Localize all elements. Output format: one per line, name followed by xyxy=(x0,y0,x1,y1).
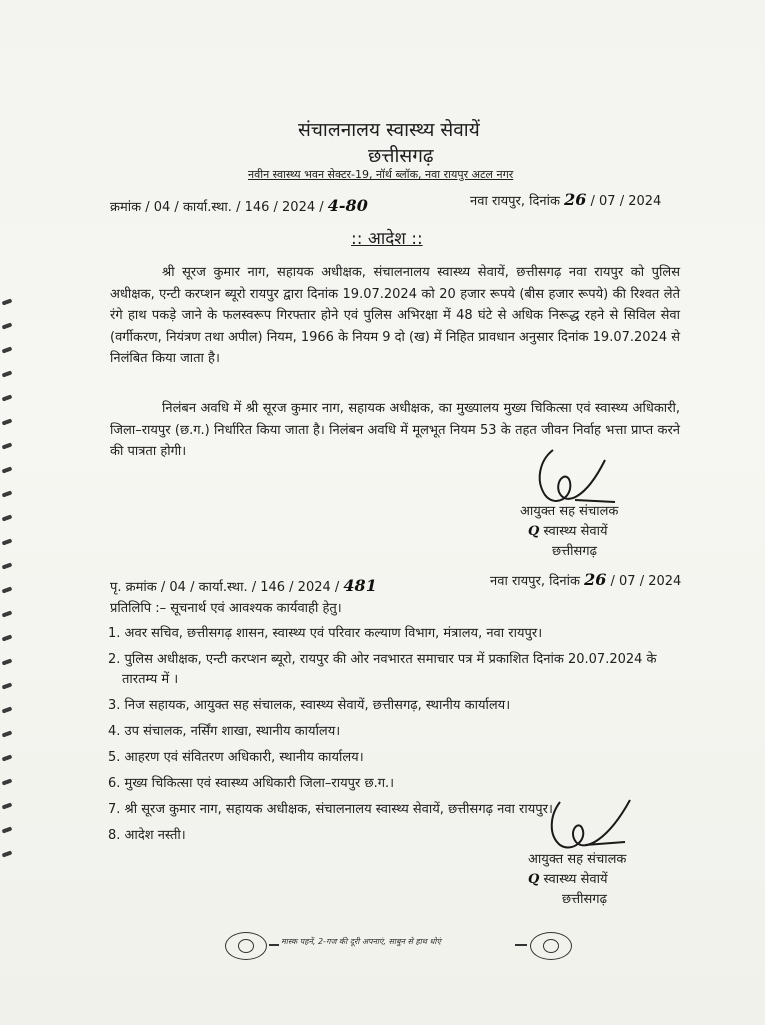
list-item: 6. मुख्य चिकित्सा एवं स्वास्थ्य अधिकारी जिला–रायपुर छ.ग.। xyxy=(108,776,395,791)
list-item: 5. आहरण एवं संवितरण अधिकारी, स्थानीय कार्यालय। xyxy=(108,750,364,765)
footer-slogan: मास्क पहनें, 2-गज की दूरी अपनाएं, साबुन से हाथ धोएं xyxy=(281,937,441,946)
signatory-designation: आयुक्त सह संचालक xyxy=(528,852,627,867)
copy-number: पृ. क्रमांक / 04 / कार्या.स्था. / 146 / 2024 / 481 xyxy=(110,576,377,595)
signatory-block-2 xyxy=(528,850,626,910)
order-paragraph-1: श्री सूरज कुमार नाग, सहायक अधीक्षक, संचालनालय स्वास्थ्य सेवायें, छत्तीसगढ़ नवा रायपुर को पुलिस अधीक्षक, एन्टी करप्शन ब्यूरो रायपुर द्वारा दिनांक 19.07.2024 को 20 हजार रूपये (बीस हजार रूपये) की रिश्वत लेते रंगे हाथ पकड़े जाने के फलस्वरूप गिरफ्तार होने एवं पुलिस अभिरक्षा में 48 घंटे से अधिक निरूद्ध रहने से सिविल सेवा (वर्गीकरण, नियंत्रण तथा अपील) नियम, 1966 के नियम 9 दो (ख) में निहित प्रावधान अनुसार दिनांक 19.07.2024 से निलंबित किया जाता है। xyxy=(110,265,681,366)
list-item: 1. अवर सचिव, छत्तीसगढ़ शासन, स्वास्थ्य एवं परिवार कल्याण विभाग, मंत्रालय, नवा रायपुर। xyxy=(108,626,543,641)
list-item: 2. पुलिस अधीक्षक, एन्टी करप्शन ब्यूरो, रायपुर की ओर नवभारत समाचार पत्र में प्रकाशित दिनांक 20.07.2024 के तारतम्य में । xyxy=(108,652,657,687)
order-number: क्रमांक / 04 / कार्या.स्था. / 146 / 2024 / 4-80 xyxy=(110,196,368,215)
copy-heading: प्रतिलिपि :– सूचनार्थ एवं आवश्यक कार्यवाही हेतु। xyxy=(110,601,342,616)
list-item: 8. आदेश नस्ती। xyxy=(108,828,186,843)
order-paragraph-2: निलंबन अवधि में श्री सूरज कुमार नाग, सहायक अधीक्षक, का मुख्यालय मुख्य चिकित्सा एवं स्वास्थ्य अधिकारी, जिला–रायपुर (छ.ग.) निर्धारित किया जाता है। निलंबन अवधि में मूलभूत नियम 53 के तहत जीवन निर्वाह भत्ता प्राप्त करने की पात्रता होगी। xyxy=(110,401,680,459)
signatory-designation: आयुक्त सह संचालक xyxy=(520,504,619,519)
handwash-emblem-icon xyxy=(530,932,572,960)
list-item: 3. निज सहायक, आयुक्त सह संचालक, स्वास्थ्य सेवायें, छत्तीसगढ़, स्थानीय कार्यालय। xyxy=(108,698,511,713)
handwritten-copy-number: 481 xyxy=(343,576,377,595)
signatory-department: Q स्वास्थ्य सेवायें xyxy=(528,524,608,539)
signatory-state: छत्तीसगढ़ xyxy=(552,544,597,559)
initial-mark: Q xyxy=(528,872,540,887)
signatory-block-1 xyxy=(520,502,618,562)
initial-mark: Q xyxy=(528,524,540,539)
binder-holes xyxy=(0,300,14,860)
footer-slogan-strip xyxy=(225,932,570,958)
handwritten-order-number: 4-80 xyxy=(327,196,368,215)
list-item: 4. उप संचालक, नर्सिंग शाखा, स्थानीय कार्यालय। xyxy=(108,724,341,739)
order-title: :: आदेश :: xyxy=(351,229,423,249)
office-address: नवीन स्वास्थ्य भवन सेक्टर-19, नॉर्थ ब्लॉक, नवा रायपुर अटल नगर xyxy=(248,168,514,181)
order-date: नवा रायपुर, दिनांक 26 / 07 / 2024 xyxy=(470,190,662,209)
handwritten-order-day: 26 xyxy=(564,190,587,209)
org-name: संचालनालय स्वास्थ्य सेवायें xyxy=(298,119,480,141)
state-name: छत्तीसगढ़ xyxy=(368,145,434,167)
signatory-department: Q स्वास्थ्य सेवायें xyxy=(528,872,608,887)
mask-emblem-icon xyxy=(225,932,267,960)
list-item: 7. श्री सूरज कुमार नाग, सहायक अधीक्षक, संचालनालय स्वास्थ्य सेवायें, छत्तीसगढ़ नवा रायपुर। xyxy=(108,802,553,817)
signatory-state: छत्तीसगढ़ xyxy=(562,892,607,907)
handwritten-copy-day: 26 xyxy=(584,570,607,589)
copy-date: नवा रायपुर, दिनांक 26 / 07 / 2024 xyxy=(490,570,682,589)
